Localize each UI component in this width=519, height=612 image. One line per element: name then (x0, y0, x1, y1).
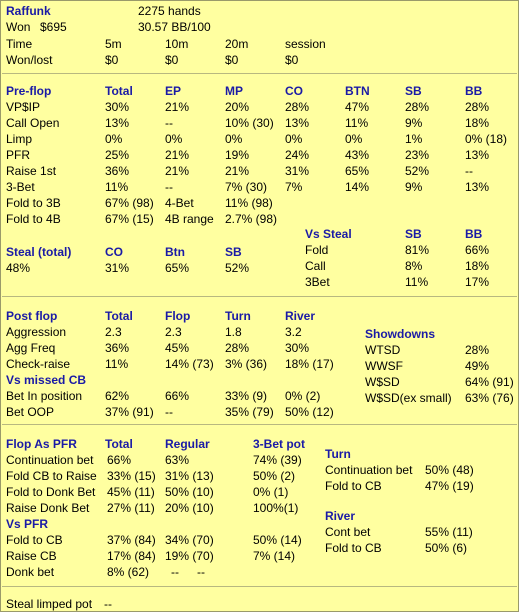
postflop-col-header: River (285, 309, 316, 323)
flop-pfr-row-label: Continuation bet (6, 453, 94, 467)
preflop-cell: 28% (405, 100, 430, 114)
vs-steal-col-header: SB (405, 227, 422, 241)
preflop-cell: 7% (30) (225, 180, 268, 194)
flop-pfr-row-label: Fold to Donk Bet (6, 485, 96, 499)
four-bet-range-value: 2.7% (98) (225, 212, 278, 226)
preflop-cell: 24% (285, 148, 310, 162)
vs-pfr-row-label: Donk bet (6, 565, 55, 579)
missed-cb-cell: 50% (12) (285, 405, 334, 419)
showdowns-row-label: W$SD (365, 375, 400, 389)
vs-steal-row-label: Fold (305, 243, 329, 257)
flop-pfr-col-header: 3-Bet pot (253, 437, 305, 451)
won-label: Won (6, 20, 31, 34)
postflop-col-header: Flop (165, 309, 191, 323)
postflop-cell: 30% (285, 341, 310, 355)
flop-pfr-row-label: Fold CB to Raise (6, 469, 97, 483)
time-col: session (285, 37, 326, 51)
vs-pfr-cell: -- (171, 565, 179, 579)
four-bet-range-label: 4B range (165, 212, 214, 226)
flop-pfr-cell: 100%(1) (253, 501, 299, 515)
steal-cell: 65% (165, 261, 190, 275)
vs-pfr-cell: 37% (84) (107, 533, 156, 547)
preflop-cell: 20% (225, 100, 250, 114)
preflop-cell: 21% (225, 164, 250, 178)
flop-pfr-col-header: Regular (165, 437, 210, 451)
postflop-cell: 1.8 (225, 325, 242, 339)
steal-cell: 31% (105, 261, 130, 275)
divider (2, 296, 517, 297)
turn-row-label: Continuation bet (325, 463, 413, 477)
preflop-cell: 65% (345, 164, 370, 178)
preflop-cell: -- (165, 180, 173, 194)
missed-cb-cell: 0% (2) (285, 389, 321, 403)
steal-title: Steal (total) (6, 245, 72, 259)
vs-steal-row-label: 3Bet (305, 275, 330, 289)
vs-steal-cell: 18% (465, 259, 490, 273)
vs-pfr-cell: 34% (70) (165, 533, 214, 547)
wonlost-value: $0 (165, 53, 179, 67)
postflop-cell: 2.3 (165, 325, 182, 339)
postflop-cell: 2.3 (105, 325, 122, 339)
preflop-cell: 30% (105, 100, 130, 114)
missed-cb-row-label: Bet OOP (6, 405, 55, 419)
missed-cb-title: Vs missed CB (6, 373, 87, 387)
flop-pfr-cell: 66% (107, 453, 132, 467)
flop-pfr-cell: 63% (165, 453, 190, 467)
vs-pfr-title: Vs PFR (6, 517, 49, 531)
flop-pfr-title: Flop As PFR (6, 437, 77, 451)
showdowns-cell: 28% (465, 343, 490, 357)
showdowns-cell: 49% (465, 359, 490, 373)
vs-pfr-cell: 7% (14) (253, 549, 296, 563)
river-cell: 55% (11) (425, 525, 473, 539)
vs-steal-row-label: Call (305, 259, 326, 273)
divider (2, 424, 517, 425)
time-col: 5m (105, 37, 122, 51)
postflop-col-header: Turn (225, 309, 251, 323)
postflop-title: Post flop (6, 309, 58, 323)
fold-to-3b-label: Fold to 3B (6, 196, 61, 210)
preflop-cell: 13% (465, 148, 490, 162)
vs-steal-cell: 66% (465, 243, 490, 257)
river-cell: 50% (6) (425, 541, 468, 555)
missed-cb-cell: 33% (9) (225, 389, 268, 403)
preflop-row-label: 3-Bet (6, 180, 35, 194)
preflop-cell: -- (165, 116, 173, 130)
flop-pfr-cell: 0% (1) (253, 485, 289, 499)
preflop-cell: 9% (405, 116, 423, 130)
steal-col-header: SB (225, 245, 242, 259)
steal-cell: 52% (225, 261, 250, 275)
postflop-col-header: Total (105, 309, 133, 323)
time-col: 20m (225, 37, 249, 51)
vs-pfr-row-label: Raise CB (6, 549, 57, 563)
wonlost-value: $0 (285, 53, 299, 67)
showdowns-title: Showdowns (365, 327, 435, 341)
steal-col-header: Btn (165, 245, 185, 259)
showdowns-cell: 63% (76) (465, 391, 514, 405)
preflop-cell: 0% (225, 132, 243, 146)
steal-col-header: CO (105, 245, 123, 259)
fold-to-4b-label: Fold to 4B (6, 212, 61, 226)
preflop-cell: 13% (465, 180, 490, 194)
preflop-col-header: BB (465, 84, 483, 98)
preflop-cell: 23% (405, 148, 430, 162)
wonlost-label: Won/lost (6, 53, 53, 67)
preflop-cell: 0% (18) (465, 132, 508, 146)
player-name: Raffunk (6, 4, 51, 18)
missed-cb-cell: 62% (105, 389, 130, 403)
preflop-cell: 13% (105, 116, 130, 130)
preflop-cell: 28% (465, 100, 490, 114)
vs-pfr-cell: 17% (84) (107, 549, 156, 563)
preflop-cell: -- (465, 164, 473, 178)
time-col: 10m (165, 37, 189, 51)
bb-rate: 30.57 BB/100 (138, 20, 211, 34)
postflop-row-label: Agg Freq (6, 341, 56, 355)
flop-pfr-cell: 50% (10) (165, 485, 214, 499)
river-title: River (325, 509, 356, 523)
preflop-cell: 14% (345, 180, 370, 194)
missed-cb-cell: 66% (165, 389, 190, 403)
vs-pfr-cell: 19% (70) (165, 549, 214, 563)
showdowns-row-label: W$SD(ex small) (365, 391, 452, 405)
preflop-cell: 11% (105, 180, 129, 194)
river-row-label: Fold to CB (325, 541, 382, 555)
turn-cell: 47% (19) (425, 479, 474, 493)
postflop-cell: 14% (73) (165, 357, 214, 371)
preflop-cell: 0% (105, 132, 123, 146)
fold-to-3b-value: 67% (98) (105, 196, 154, 210)
turn-row-label: Fold to CB (325, 479, 382, 493)
flop-pfr-cell: 33% (15) (107, 469, 156, 483)
fold-to-4b-value: 67% (15) (105, 212, 154, 226)
steal-limped-value: -- (104, 597, 112, 611)
turn-title: Turn (325, 447, 351, 461)
river-row-label: Cont bet (325, 525, 371, 539)
preflop-cell: 9% (405, 180, 423, 194)
preflop-cell: 25% (105, 148, 130, 162)
flop-pfr-cell: 27% (11) (107, 501, 155, 515)
vs-pfr-row-label: Fold to CB (6, 533, 63, 547)
flop-pfr-cell: 45% (11) (107, 485, 155, 499)
preflop-cell: 0% (165, 132, 183, 146)
preflop-cell: 0% (345, 132, 363, 146)
preflop-title: Pre-flop (6, 84, 52, 98)
postflop-row-label: Check-raise (6, 357, 71, 371)
hands-count: 2275 hands (138, 4, 201, 18)
showdowns-cell: 64% (91) (465, 375, 514, 389)
preflop-cell: 11% (345, 116, 369, 130)
postflop-cell: 3% (36) (225, 357, 268, 371)
missed-cb-row-label: Bet In position (6, 389, 83, 403)
preflop-cell: 18% (465, 116, 490, 130)
preflop-cell: 21% (165, 148, 190, 162)
vs-pfr-cell: -- (197, 565, 205, 579)
missed-cb-cell: 37% (91) (105, 405, 154, 419)
postflop-row-label: Aggression (6, 325, 67, 339)
preflop-col-header: EP (165, 84, 182, 98)
preflop-cell: 21% (165, 100, 190, 114)
four-bet-label: 4-Bet (165, 196, 194, 210)
preflop-cell: 31% (285, 164, 310, 178)
won-amount: $695 (40, 20, 67, 34)
steal-total-value: 48% (6, 261, 31, 275)
postflop-cell: 28% (225, 341, 250, 355)
preflop-row-label: Call Open (6, 116, 60, 130)
preflop-cell: 36% (105, 164, 130, 178)
flop-pfr-row-label: Raise Donk Bet (6, 501, 90, 515)
postflop-cell: 3.2 (285, 325, 302, 339)
time-label: Time (6, 37, 33, 51)
preflop-col-header: Total (105, 84, 133, 98)
preflop-col-header: SB (405, 84, 422, 98)
preflop-cell: 21% (165, 164, 190, 178)
wonlost-value: $0 (105, 53, 119, 67)
steal-limped-label: Steal limped pot (6, 597, 93, 611)
preflop-cell: 47% (345, 100, 370, 114)
turn-cell: 50% (48) (425, 463, 474, 477)
vs-pfr-cell: 8% (62) (107, 565, 150, 579)
vs-steal-cell: 8% (405, 259, 423, 273)
preflop-cell: 13% (285, 116, 310, 130)
preflop-col-header: BTN (345, 84, 370, 98)
preflop-cell: 0% (285, 132, 303, 146)
postflop-cell: 18% (17) (285, 357, 334, 371)
postflop-cell: 36% (105, 341, 130, 355)
vs-pfr-cell: 50% (14) (253, 533, 302, 547)
preflop-cell: 10% (30) (225, 116, 274, 130)
preflop-col-header: CO (285, 84, 303, 98)
preflop-row-label: PFR (6, 148, 30, 162)
showdowns-row-label: WWSF (365, 359, 403, 373)
wonlost-value: $0 (225, 53, 239, 67)
preflop-row-label: Limp (6, 132, 33, 146)
vs-steal-cell: 17% (465, 275, 490, 289)
preflop-cell: 52% (405, 164, 430, 178)
preflop-col-header: MP (225, 84, 243, 98)
postflop-cell: 45% (165, 341, 190, 355)
preflop-row-label: Raise 1st (6, 164, 57, 178)
preflop-cell: 1% (405, 132, 423, 146)
preflop-cell: 19% (225, 148, 250, 162)
vs-steal-cell: 11% (405, 275, 429, 289)
preflop-cell: 28% (285, 100, 310, 114)
flop-pfr-col-header: Total (105, 437, 133, 451)
flop-pfr-cell: 50% (2) (253, 469, 296, 483)
showdowns-row-label: WTSD (365, 343, 401, 357)
flop-pfr-cell: 74% (39) (253, 453, 302, 467)
vs-steal-cell: 81% (405, 243, 430, 257)
preflop-cell: 7% (285, 180, 303, 194)
divider (2, 586, 517, 587)
preflop-row-label: VP$IP (6, 100, 41, 114)
divider (2, 73, 517, 74)
vs-steal-col-header: BB (465, 227, 483, 241)
four-bet-value: 11% (98) (225, 196, 273, 210)
flop-pfr-cell: 31% (13) (165, 469, 214, 483)
preflop-cell: 43% (345, 148, 370, 162)
flop-pfr-cell: 20% (10) (165, 501, 214, 515)
postflop-cell: 11% (105, 357, 129, 371)
missed-cb-cell: 35% (79) (225, 405, 274, 419)
vs-steal-title: Vs Steal (305, 227, 352, 241)
missed-cb-cell: -- (165, 405, 173, 419)
